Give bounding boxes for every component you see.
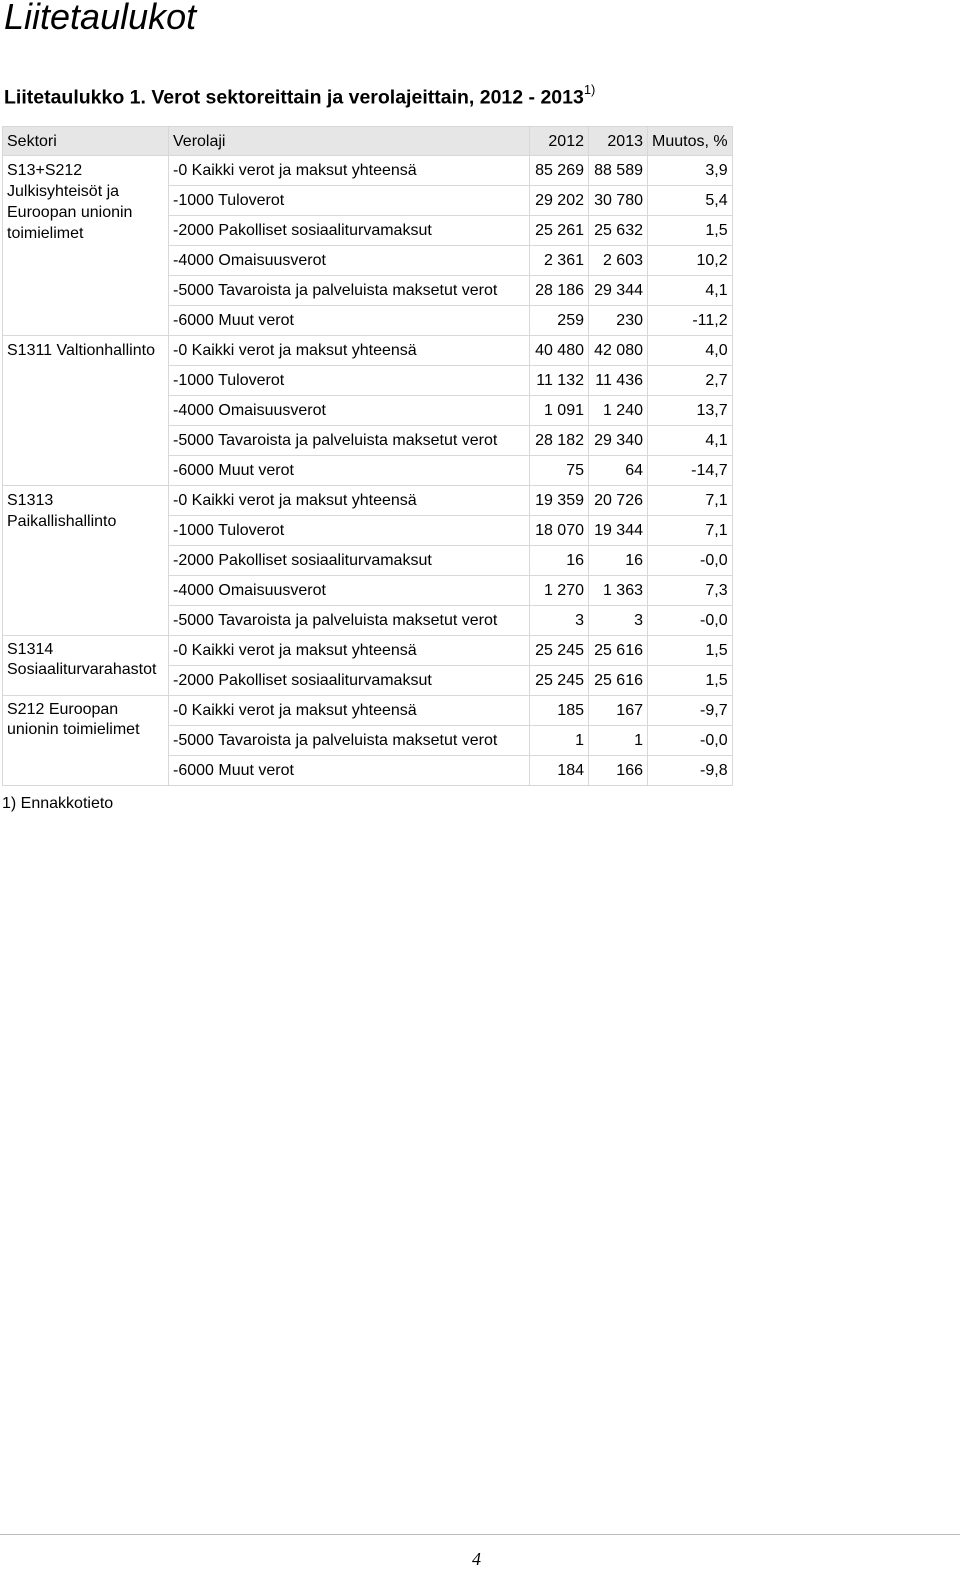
change-cell: -0,0 [648,606,733,636]
change-cell: 7,1 [648,516,733,546]
tax-type-cell: -1000 Tuloverot [169,516,530,546]
value-2012-cell: 11 132 [530,366,589,396]
change-cell: 3,9 [648,156,733,186]
sector-cell: S1313 Paikallishallinto [3,486,169,636]
change-cell: 1,5 [648,636,733,666]
tax-type-cell: -0 Kaikki verot ja maksut yhteensä [169,696,530,726]
value-2013-cell: 166 [589,756,648,786]
table-caption-text: Liitetaulukko 1. Verot sektoreittain ja verolajeittain, 2012 - 2013 [4,86,584,109]
change-cell: 13,7 [648,396,733,426]
change-cell: -0,0 [648,726,733,756]
value-2012-cell: 75 [530,456,589,486]
value-2012-cell: 19 359 [530,486,589,516]
change-cell: -0,0 [648,546,733,576]
value-2013-cell: 230 [589,306,648,336]
tax-type-cell: -5000 Tavaroista ja palveluista maksetut verot [169,726,530,756]
tax-type-cell: -4000 Omaisuusverot [169,576,530,606]
tax-type-cell: -5000 Tavaroista ja palveluista maksetut verot [169,276,530,306]
value-2012-cell: 259 [530,306,589,336]
change-cell: 2,7 [648,366,733,396]
header-sector: Sektori [3,127,169,156]
tax-type-cell: -0 Kaikki verot ja maksut yhteensä [169,636,530,666]
tax-type-cell: -1000 Tuloverot [169,186,530,216]
value-2013-cell: 11 436 [589,366,648,396]
tax-type-cell: -2000 Pakolliset sosiaaliturvamaksut [169,216,530,246]
value-2012-cell: 28 182 [530,426,589,456]
value-2012-cell: 185 [530,696,589,726]
tax-type-cell: -4000 Omaisuusverot [169,396,530,426]
value-2013-cell: 19 344 [589,516,648,546]
sector-cell: S13+S212 Julkisyhteisöt ja Euroopan unionin toimielimet [3,156,169,336]
header-tax-type: Verolaji [169,127,530,156]
value-2012-cell: 18 070 [530,516,589,546]
tax-type-cell: -4000 Omaisuusverot [169,246,530,276]
page-heading: Liitetaulukot [4,0,197,37]
tax-type-cell: -2000 Pakolliset sosiaaliturvamaksut [169,546,530,576]
table-row [3,336,733,366]
tax-type-cell: -5000 Tavaroista ja palveluista maksetut verot [169,606,530,636]
change-cell: 4,0 [648,336,733,366]
value-2012-cell: 1 [530,726,589,756]
change-cell: -9,7 [648,696,733,726]
table-caption [4,84,595,110]
footer-divider [0,1534,960,1535]
table-header-row [3,127,733,156]
tax-type-cell: -6000 Muut verot [169,756,530,786]
tax-type-cell: -5000 Tavaroista ja palveluista maksetut verot [169,426,530,456]
table-row [3,156,733,186]
value-2012-cell: 25 245 [530,636,589,666]
footnote: 1) Ennakkotieto [2,795,114,812]
value-2013-cell: 25 632 [589,216,648,246]
value-2013-cell: 3 [589,606,648,636]
table-row [3,486,733,516]
value-2013-cell: 1 363 [589,576,648,606]
tax-table [2,126,733,786]
change-cell: 7,1 [648,486,733,516]
page-number: 4 [472,1549,481,1569]
value-2012-cell: 3 [530,606,589,636]
tax-type-cell: -1000 Tuloverot [169,366,530,396]
table-row [3,696,733,726]
value-2012-cell: 25 261 [530,216,589,246]
change-cell: 5,4 [648,186,733,216]
change-cell: -11,2 [648,306,733,336]
value-2012-cell: 29 202 [530,186,589,216]
value-2012-cell: 2 361 [530,246,589,276]
header-change: Muutos, % [648,127,733,156]
value-2012-cell: 16 [530,546,589,576]
value-2013-cell: 42 080 [589,336,648,366]
table-row [3,636,733,666]
value-2012-cell: 28 186 [530,276,589,306]
tax-type-cell: -6000 Muut verot [169,456,530,486]
value-2013-cell: 64 [589,456,648,486]
tax-type-cell: -2000 Pakolliset sosiaaliturvamaksut [169,666,530,696]
change-cell: 7,3 [648,576,733,606]
change-cell: 1,5 [648,666,733,696]
change-cell: 10,2 [648,246,733,276]
sector-cell: S212 Euroopan unionin toimielimet [3,696,169,786]
value-2012-cell: 40 480 [530,336,589,366]
value-2013-cell: 30 780 [589,186,648,216]
sector-cell: S1314 Sosiaaliturvarahastot [3,636,169,696]
value-2013-cell: 29 344 [589,276,648,306]
value-2013-cell: 16 [589,546,648,576]
tax-type-cell: -0 Kaikki verot ja maksut yhteensä [169,486,530,516]
change-cell: 1,5 [648,216,733,246]
value-2012-cell: 184 [530,756,589,786]
table-caption-note: 1) [583,82,596,97]
value-2013-cell: 167 [589,696,648,726]
value-2013-cell: 1 [589,726,648,756]
change-cell: -9,8 [648,756,733,786]
value-2013-cell: 25 616 [589,636,648,666]
header-2013: 2013 [589,127,648,156]
value-2013-cell: 88 589 [589,156,648,186]
header-2012: 2012 [530,127,589,156]
tax-type-cell: -0 Kaikki verot ja maksut yhteensä [169,156,530,186]
value-2013-cell: 2 603 [589,246,648,276]
change-cell: 4,1 [648,426,733,456]
value-2012-cell: 85 269 [530,156,589,186]
sector-cell: S1311 Valtionhallinto [3,336,169,486]
tax-type-cell: -0 Kaikki verot ja maksut yhteensä [169,336,530,366]
value-2013-cell: 1 240 [589,396,648,426]
table-body [3,156,733,786]
tax-type-cell: -6000 Muut verot [169,306,530,336]
value-2013-cell: 25 616 [589,666,648,696]
value-2012-cell: 25 245 [530,666,589,696]
change-cell: -14,7 [648,456,733,486]
value-2012-cell: 1 270 [530,576,589,606]
value-2013-cell: 29 340 [589,426,648,456]
value-2013-cell: 20 726 [589,486,648,516]
change-cell: 4,1 [648,276,733,306]
value-2012-cell: 1 091 [530,396,589,426]
